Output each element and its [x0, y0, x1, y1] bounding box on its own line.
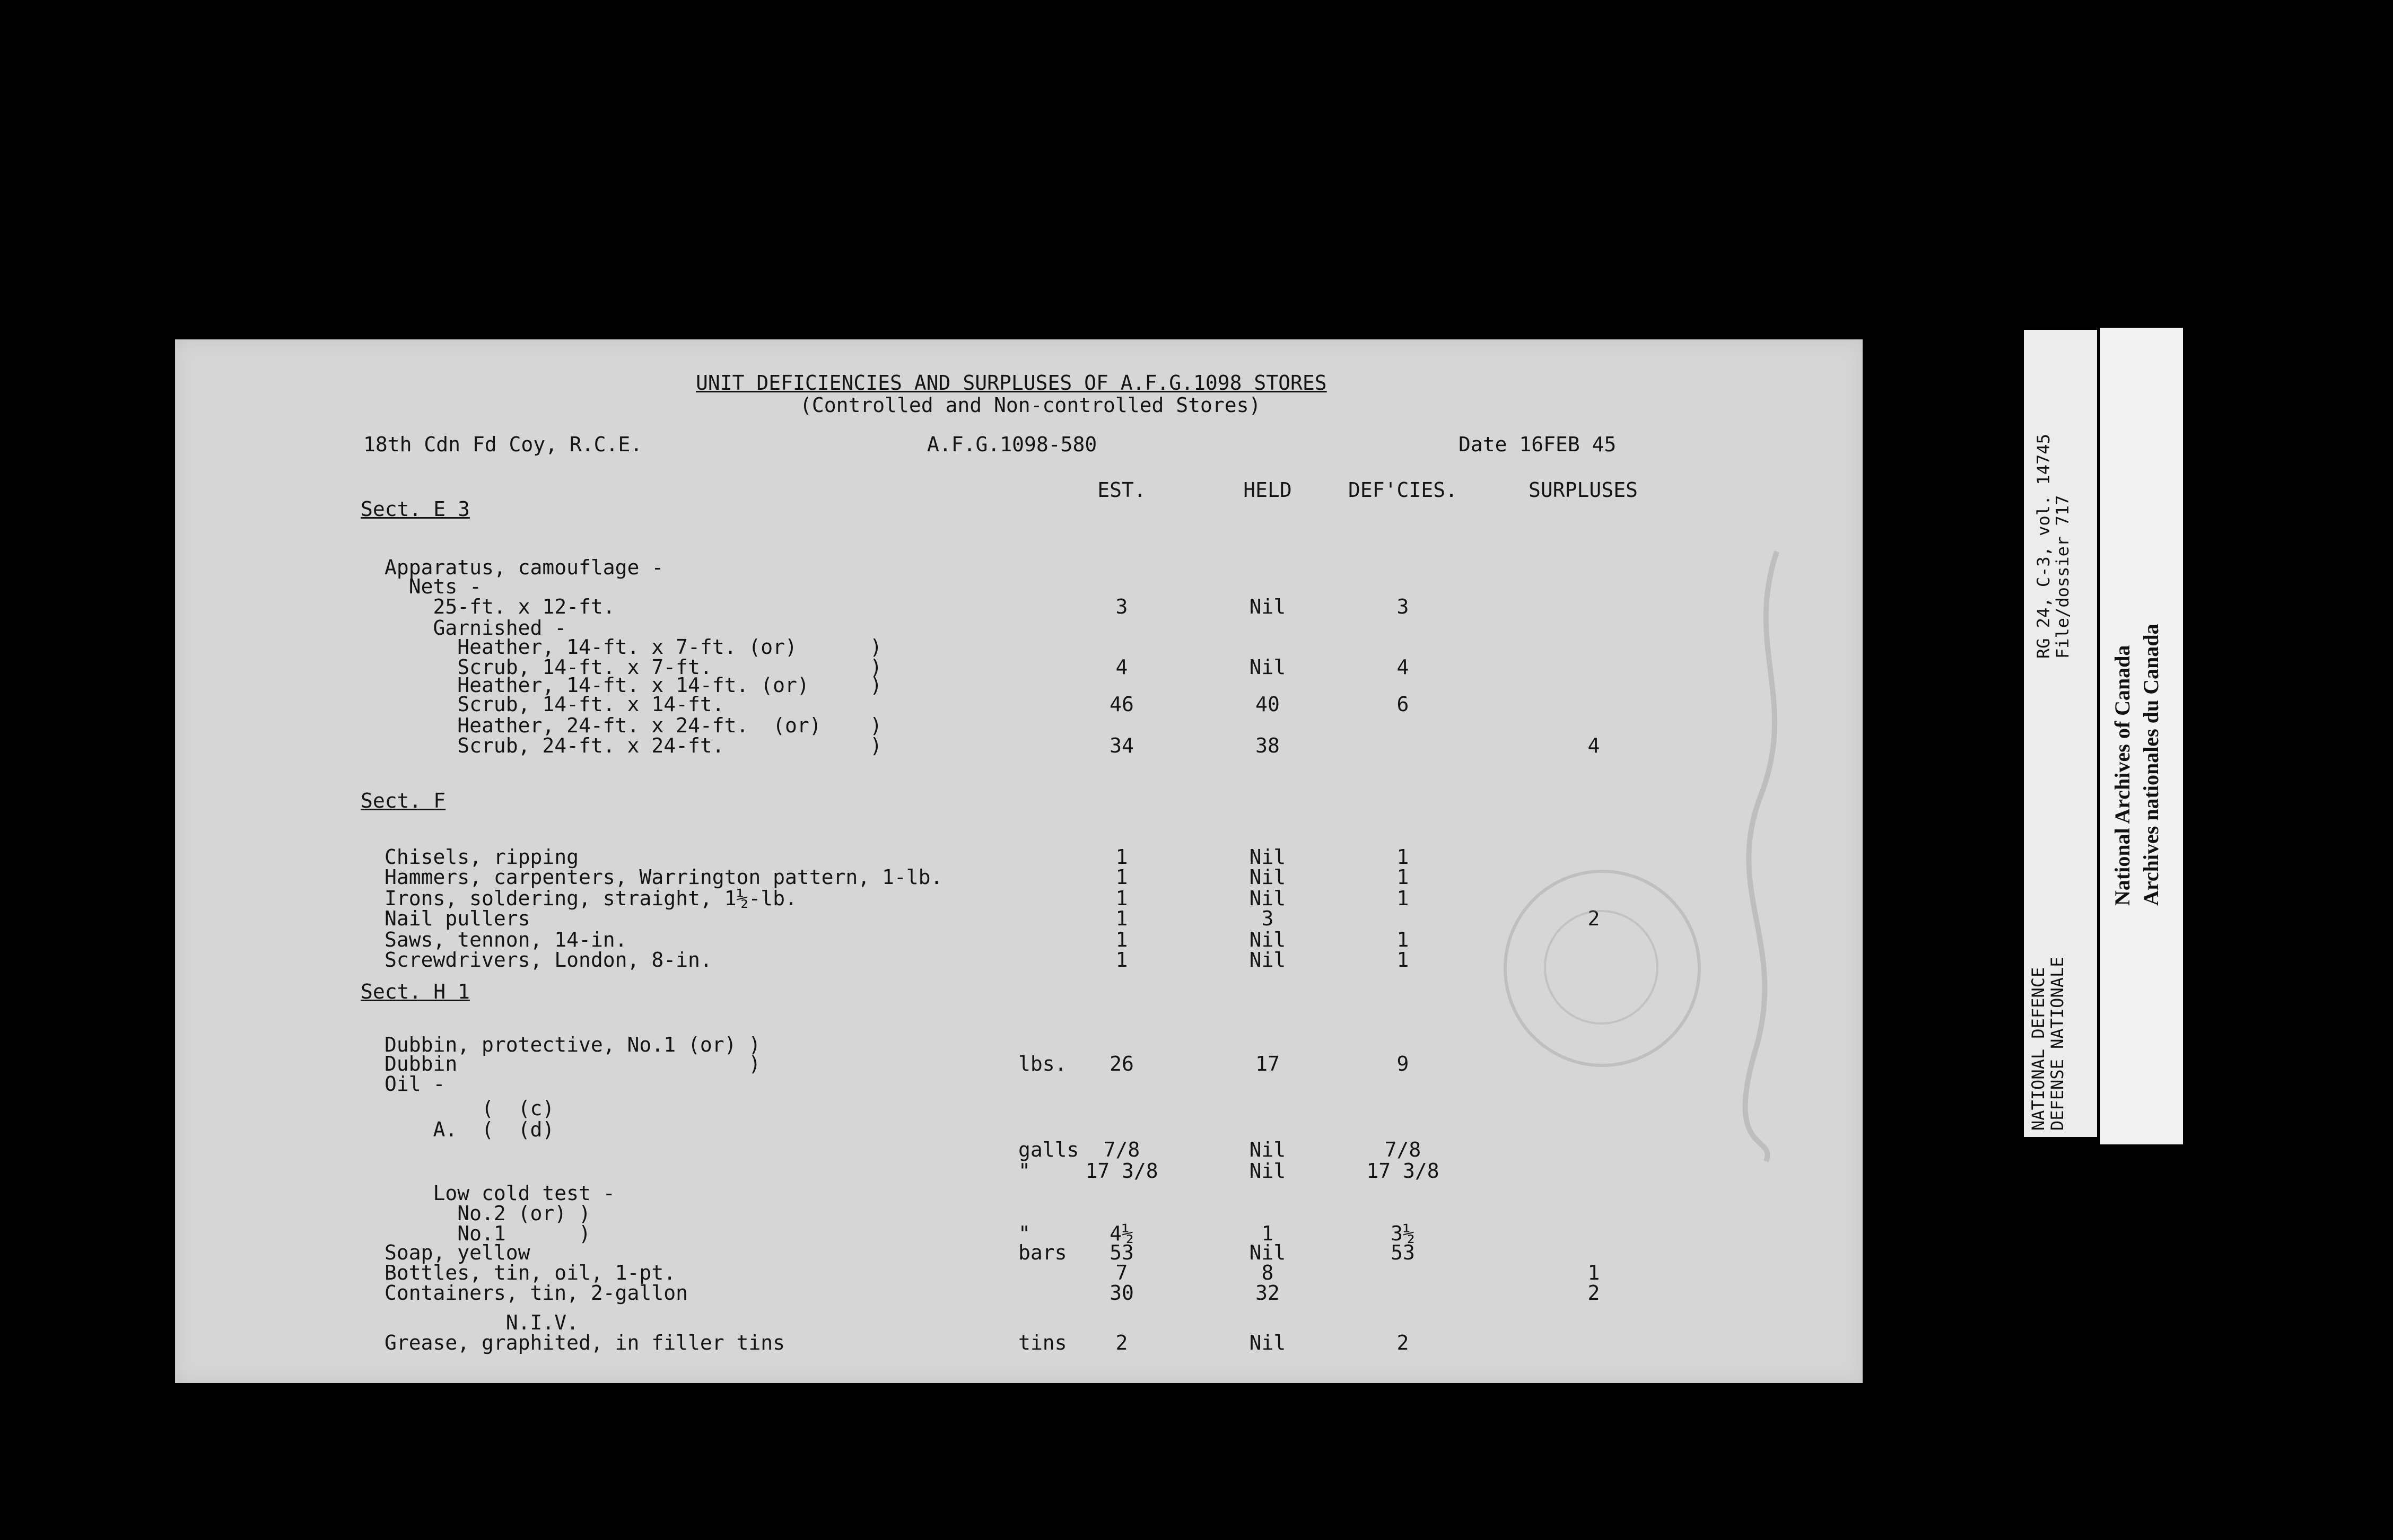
- archive-file: File/dossier 717: [2053, 495, 2073, 659]
- est-value: 4: [1115, 655, 1128, 679]
- item-description: A. ( (d): [385, 1118, 555, 1141]
- item-description: Scrub, 14-ft. x 7-ft. ): [385, 655, 882, 679]
- deficiency-value: 2: [1396, 1331, 1409, 1354]
- held-value: Nil: [1249, 928, 1286, 951]
- item-description: Soap, yellow: [385, 1241, 530, 1264]
- est-value: 1: [1115, 887, 1128, 910]
- archives-name-en: National Archives of Canada: [2110, 645, 2134, 906]
- est-value: 4½: [1110, 1222, 1134, 1245]
- est-value: 46: [1110, 693, 1134, 716]
- est-value: 17 3/8: [1085, 1159, 1158, 1183]
- item-description: Bottles, tin, oil, 1-pt.: [385, 1261, 676, 1284]
- archives-name-fr: Archives nationales du Canada: [2139, 624, 2163, 906]
- deficiency-value: 1: [1396, 948, 1409, 972]
- deficiency-value: 1: [1396, 887, 1409, 910]
- deficiency-value: 1: [1396, 865, 1409, 889]
- item-description: Heather, 24-ft. x 24-ft. (or) ): [385, 714, 882, 737]
- archive-reference-label: [2024, 330, 2097, 1137]
- deficiency-value: 53: [1391, 1241, 1415, 1264]
- item-description: Saws, tennon, 14-in.: [385, 928, 627, 951]
- archive-stamp: [1504, 870, 1701, 1067]
- form-number: A.F.G.1098-580: [927, 433, 1097, 456]
- held-value: 38: [1255, 734, 1280, 757]
- deficiency-value: 17 3/8: [1366, 1159, 1439, 1183]
- item-description: Scrub, 14-ft. x 14-ft.: [385, 693, 724, 716]
- deficiency-value: 7/8: [1384, 1138, 1421, 1161]
- archive-dept-fr: DEFENSE NATIONALE: [2047, 957, 2067, 1131]
- item-unit: bars: [1018, 1241, 1067, 1264]
- faded-signature: [1713, 541, 1819, 1167]
- item-description: No.2 (or) ): [385, 1202, 591, 1225]
- item-description: N.I.V.: [385, 1311, 579, 1334]
- held-value: 1: [1261, 1222, 1274, 1245]
- item-description: Irons, soldering, straight, 1½-lb.: [385, 887, 797, 910]
- est-value: 30: [1110, 1281, 1134, 1305]
- est-value: 7: [1115, 1261, 1128, 1284]
- surplus-value: 4: [1587, 734, 1600, 757]
- item-description: Apparatus, camouflage -: [385, 556, 664, 579]
- archive-dept-en: NATIONAL DEFENCE: [2028, 967, 2048, 1131]
- held-value: 40: [1255, 693, 1280, 716]
- unit-name: 18th Cdn Fd Coy, R.C.E.: [363, 433, 643, 456]
- item-description: Low cold test -: [385, 1182, 615, 1205]
- item-description: ( (c): [385, 1097, 555, 1120]
- surplus-value: 2: [1587, 1281, 1600, 1305]
- item-description: Scrub, 24-ft. x 24-ft. ): [385, 734, 882, 757]
- item-description: Chisels, ripping: [385, 845, 579, 869]
- held-value: Nil: [1249, 887, 1286, 910]
- deficiency-value: 3½: [1391, 1222, 1415, 1245]
- held-value: 3: [1261, 907, 1274, 930]
- held-value: Nil: [1249, 845, 1286, 869]
- column-header-est: EST.: [1097, 478, 1146, 502]
- item-description: Heather, 14-ft. x 14-ft. (or) ): [385, 673, 882, 697]
- deficiency-value: 1: [1396, 928, 1409, 951]
- est-value: 1: [1115, 845, 1128, 869]
- item-description: Garnished -: [385, 616, 567, 640]
- est-value: 1: [1115, 907, 1128, 930]
- item-description: Hammers, carpenters, Warrington pattern, 1-lb.: [385, 865, 943, 889]
- item-unit: ": [1018, 1159, 1030, 1183]
- surplus-value: 2: [1587, 907, 1600, 930]
- item-description: 25-ft. x 12-ft.: [385, 595, 615, 618]
- held-value: Nil: [1249, 595, 1286, 618]
- est-value: 34: [1110, 734, 1134, 757]
- archive-reference: RG 24, C-3, vol. 14745: [2033, 434, 2054, 659]
- section-heading: Sect. F: [361, 789, 446, 812]
- surplus-value: 1: [1587, 1261, 1600, 1284]
- est-value: 26: [1110, 1052, 1134, 1075]
- section-heading: Sect. E 3: [361, 497, 470, 521]
- item-description: Screwdrivers, London, 8-in.: [385, 948, 712, 972]
- deficiency-value: 4: [1396, 655, 1409, 679]
- held-value: Nil: [1249, 865, 1286, 889]
- item-description: Grease, graphited, in filler tins: [385, 1331, 785, 1354]
- item-description: Heather, 14-ft. x 7-ft. (or) ): [385, 635, 882, 659]
- column-header-surpluses: SURPLUSES: [1529, 478, 1638, 502]
- item-description: Nail pullers: [385, 907, 530, 930]
- held-value: Nil: [1249, 655, 1286, 679]
- held-value: Nil: [1249, 1159, 1286, 1183]
- held-value: Nil: [1249, 1138, 1286, 1161]
- deficiency-value: 6: [1396, 693, 1409, 716]
- item-description: No.1 ): [385, 1222, 591, 1245]
- held-value: Nil: [1249, 948, 1286, 972]
- item-description: Containers, tin, 2-gallon: [385, 1281, 688, 1305]
- deficiency-value: 3: [1396, 595, 1409, 618]
- item-unit: tins: [1018, 1331, 1067, 1354]
- held-value: 32: [1255, 1281, 1280, 1305]
- item-description: Dubbin ): [385, 1052, 761, 1075]
- column-header-deficies: DEF'CIES.: [1348, 478, 1457, 502]
- deficiency-value: 9: [1396, 1052, 1409, 1075]
- document-page: [175, 339, 1863, 1383]
- est-value: 2: [1115, 1331, 1128, 1354]
- est-value: 53: [1110, 1241, 1134, 1264]
- section-heading: Sect. H 1: [361, 980, 470, 1003]
- held-value: 8: [1261, 1261, 1274, 1284]
- est-value: 1: [1115, 865, 1128, 889]
- held-value: Nil: [1249, 1331, 1286, 1354]
- held-value: 17: [1255, 1052, 1280, 1075]
- item-description: Nets -: [385, 575, 482, 598]
- item-unit: galls: [1018, 1138, 1079, 1161]
- est-value: 3: [1115, 595, 1128, 618]
- column-header-held: HELD: [1243, 478, 1292, 502]
- est-value: 1: [1115, 928, 1128, 951]
- held-value: Nil: [1249, 1241, 1286, 1264]
- item-description: Oil -: [385, 1072, 446, 1096]
- est-value: 7/8: [1103, 1138, 1140, 1161]
- document-title: UNIT DEFICIENCIES AND SURPLUSES OF A.F.G.1098 STORES: [696, 371, 1327, 395]
- document-date: Date 16FEB 45: [1458, 433, 1617, 456]
- document-subtitle: (Controlled and Non-controlled Stores): [800, 393, 1261, 417]
- est-value: 1: [1115, 948, 1128, 972]
- national-archives-label: [2100, 328, 2183, 1144]
- deficiency-value: 1: [1396, 845, 1409, 869]
- item-unit: lbs.: [1018, 1052, 1067, 1075]
- item-unit: ": [1018, 1222, 1030, 1245]
- item-description: Dubbin, protective, No.1 (or) ): [385, 1033, 761, 1056]
